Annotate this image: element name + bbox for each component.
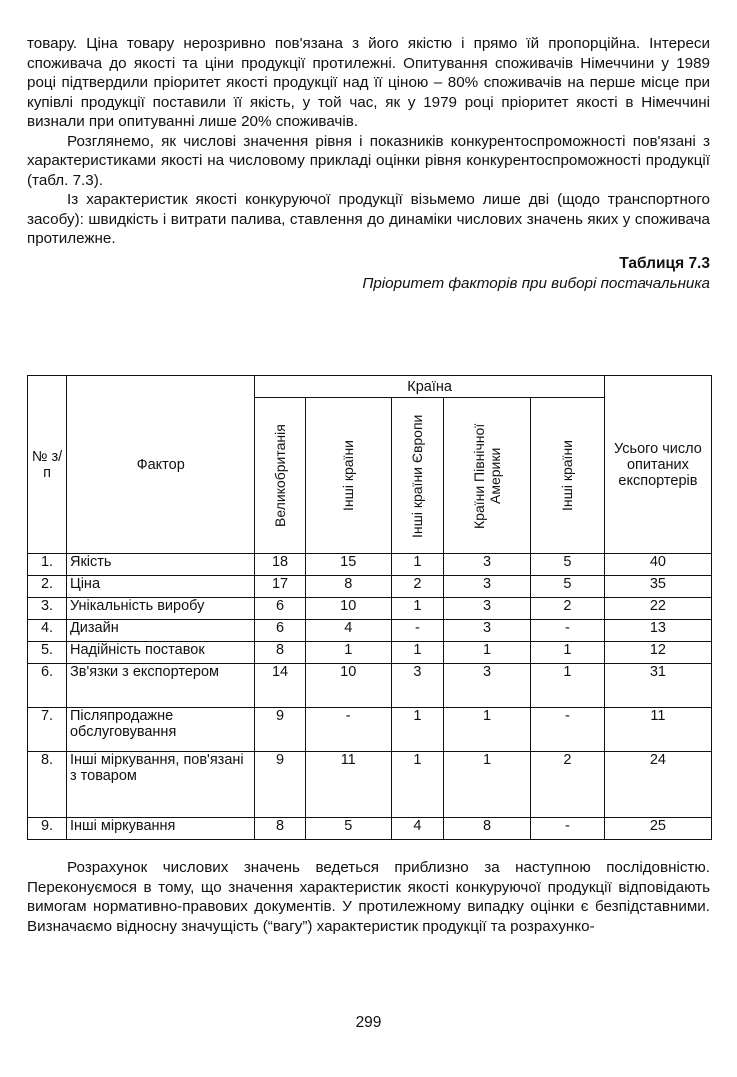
- value-cell: 6: [255, 620, 305, 642]
- value-cell: 3: [443, 620, 530, 642]
- table-number: Таблиця 7.3: [619, 254, 710, 272]
- table-row: [28, 642, 712, 664]
- row-number: 4.: [28, 620, 67, 642]
- header-num: № з/п: [28, 376, 67, 554]
- header-country-col: Інші країни: [305, 398, 391, 554]
- row-number: 6.: [28, 664, 67, 708]
- value-cell: 6: [255, 598, 305, 620]
- value-cell: 1: [391, 554, 443, 576]
- value-cell: 1: [531, 664, 605, 708]
- total-cell: 24: [604, 752, 711, 818]
- value-cell: 1: [305, 642, 391, 664]
- value-cell: 10: [305, 664, 391, 708]
- table-title: Пріоритет факторів при виборі постачальника: [362, 274, 710, 292]
- value-cell: 3: [443, 576, 530, 598]
- factor-cell: Інші міркування: [66, 818, 254, 840]
- header-country-col: Інші країни: [531, 398, 605, 554]
- table-row: [28, 664, 712, 708]
- value-cell: 17: [255, 576, 305, 598]
- value-cell: 8: [305, 576, 391, 598]
- table-row: [28, 620, 712, 642]
- value-cell: 2: [531, 752, 605, 818]
- value-cell: 4: [391, 818, 443, 840]
- factor-cell: Якість: [66, 554, 254, 576]
- intro-paragraph-2: Розглянемо, як числові значення рівня і показників конкурентоспроможності пов'язані з характеристиками якості на числовому прикладі оцінки рівня конкурентоспроможності продукції (табл. 7.3).: [27, 132, 710, 189]
- row-number: 5.: [28, 642, 67, 664]
- value-cell: 1: [531, 642, 605, 664]
- total-cell: 11: [604, 708, 711, 752]
- value-cell: 1: [391, 752, 443, 818]
- total-cell: 40: [604, 554, 711, 576]
- header-country-col: Інші країни Європи: [391, 398, 443, 554]
- table-row: [28, 818, 712, 840]
- total-cell: 35: [604, 576, 711, 598]
- header-country-col: Країни Північної Америки: [443, 398, 530, 554]
- value-cell: 14: [255, 664, 305, 708]
- value-cell: 5: [531, 576, 605, 598]
- value-cell: 3: [391, 664, 443, 708]
- value-cell: 1: [443, 708, 530, 752]
- intro-text: [27, 34, 710, 294]
- value-cell: 10: [305, 598, 391, 620]
- row-number: 9.: [28, 818, 67, 840]
- factor-cell: Унікальність виробу: [66, 598, 254, 620]
- table-row: [28, 708, 712, 752]
- total-cell: 25: [604, 818, 711, 840]
- table-row: [28, 554, 712, 576]
- value-cell: 1: [443, 642, 530, 664]
- factor-cell: Ціна: [66, 576, 254, 598]
- value-cell: 2: [531, 598, 605, 620]
- value-cell: 4: [305, 620, 391, 642]
- value-cell: 3: [443, 554, 530, 576]
- table-row: [28, 576, 712, 598]
- value-cell: 15: [305, 554, 391, 576]
- table-row: [28, 752, 712, 818]
- value-cell: 9: [255, 708, 305, 752]
- outro-paragraph: Розрахунок числових значень ведеться приблизно за наступною послідовністю. Переконуємося в тому, що значення характеристик якості конкуруючої продукції відповідають вимогам нормативно-правових документів. У протилежному випадку оцінки є безпідставними. Визначаємо відносну значущість (“вагу”) характеристик продукції та розрахунко-: [27, 859, 710, 935]
- value-cell: 2: [391, 576, 443, 598]
- value-cell: 8: [255, 818, 305, 840]
- value-cell: -: [305, 708, 391, 752]
- table-row: [28, 598, 712, 620]
- row-number: 7.: [28, 708, 67, 752]
- value-cell: 3: [443, 664, 530, 708]
- row-number: 1.: [28, 554, 67, 576]
- factor-cell: Післяпродажне обслуговування: [66, 708, 254, 752]
- value-cell: 3: [443, 598, 530, 620]
- value-cell: 8: [443, 818, 530, 840]
- value-cell: 18: [255, 554, 305, 576]
- header-total: Усього число опитаних експортерів: [604, 376, 711, 554]
- value-cell: 1: [391, 598, 443, 620]
- factor-cell: Дизайн: [66, 620, 254, 642]
- value-cell: 9: [255, 752, 305, 818]
- value-cell: 1: [391, 642, 443, 664]
- total-cell: 31: [604, 664, 711, 708]
- value-cell: -: [531, 620, 605, 642]
- value-cell: 1: [443, 752, 530, 818]
- row-number: 2.: [28, 576, 67, 598]
- page-number: 299: [355, 1014, 382, 1031]
- value-cell: -: [531, 818, 605, 840]
- value-cell: 1: [391, 708, 443, 752]
- value-cell: 11: [305, 752, 391, 818]
- row-number: 3.: [28, 598, 67, 620]
- value-cell: -: [531, 708, 605, 752]
- header-country-col: Великобританія: [255, 398, 305, 554]
- intro-paragraph-3: Із характеристик якості конкуруючої продукції візьмемо лише дві (щодо транспортного засобу): швидкість і витрати палива, ставлення до динаміки числових значень яких у споживача протилежне.: [27, 191, 710, 247]
- factor-cell: Зв'язки з експортером: [66, 664, 254, 708]
- value-cell: -: [391, 620, 443, 642]
- header-country: Країна: [255, 376, 605, 398]
- value-cell: 5: [305, 818, 391, 840]
- total-cell: 22: [604, 598, 711, 620]
- value-cell: 5: [531, 554, 605, 576]
- row-number: 8.: [28, 752, 67, 818]
- value-cell: 8: [255, 642, 305, 664]
- factor-cell: Надійність поставок: [66, 642, 254, 664]
- factors-table: [27, 375, 712, 840]
- outro-text: [27, 858, 710, 936]
- header-factor: Фактор: [66, 376, 254, 554]
- intro-paragraph-1: товару. Ціна товару нерозривно пов'язана з його якістю і прямо їй пропорційна. Інтереси споживача до якості та ціни продукції протилежні. Опитування споживачів Німеччини у 1989 році підтвердили пріоритет якості продукції над її ціною – 80% споживачів на перше місце при купівлі продукції поставили її якість, у той час, як у 1979 році пріоритет якості в Німеччині визнали при опитуванні лише 20% споживачів.: [27, 35, 710, 130]
- factor-cell: Інші міркування, пов'язані з товаром: [66, 752, 254, 818]
- total-cell: 13: [604, 620, 711, 642]
- total-cell: 12: [604, 642, 711, 664]
